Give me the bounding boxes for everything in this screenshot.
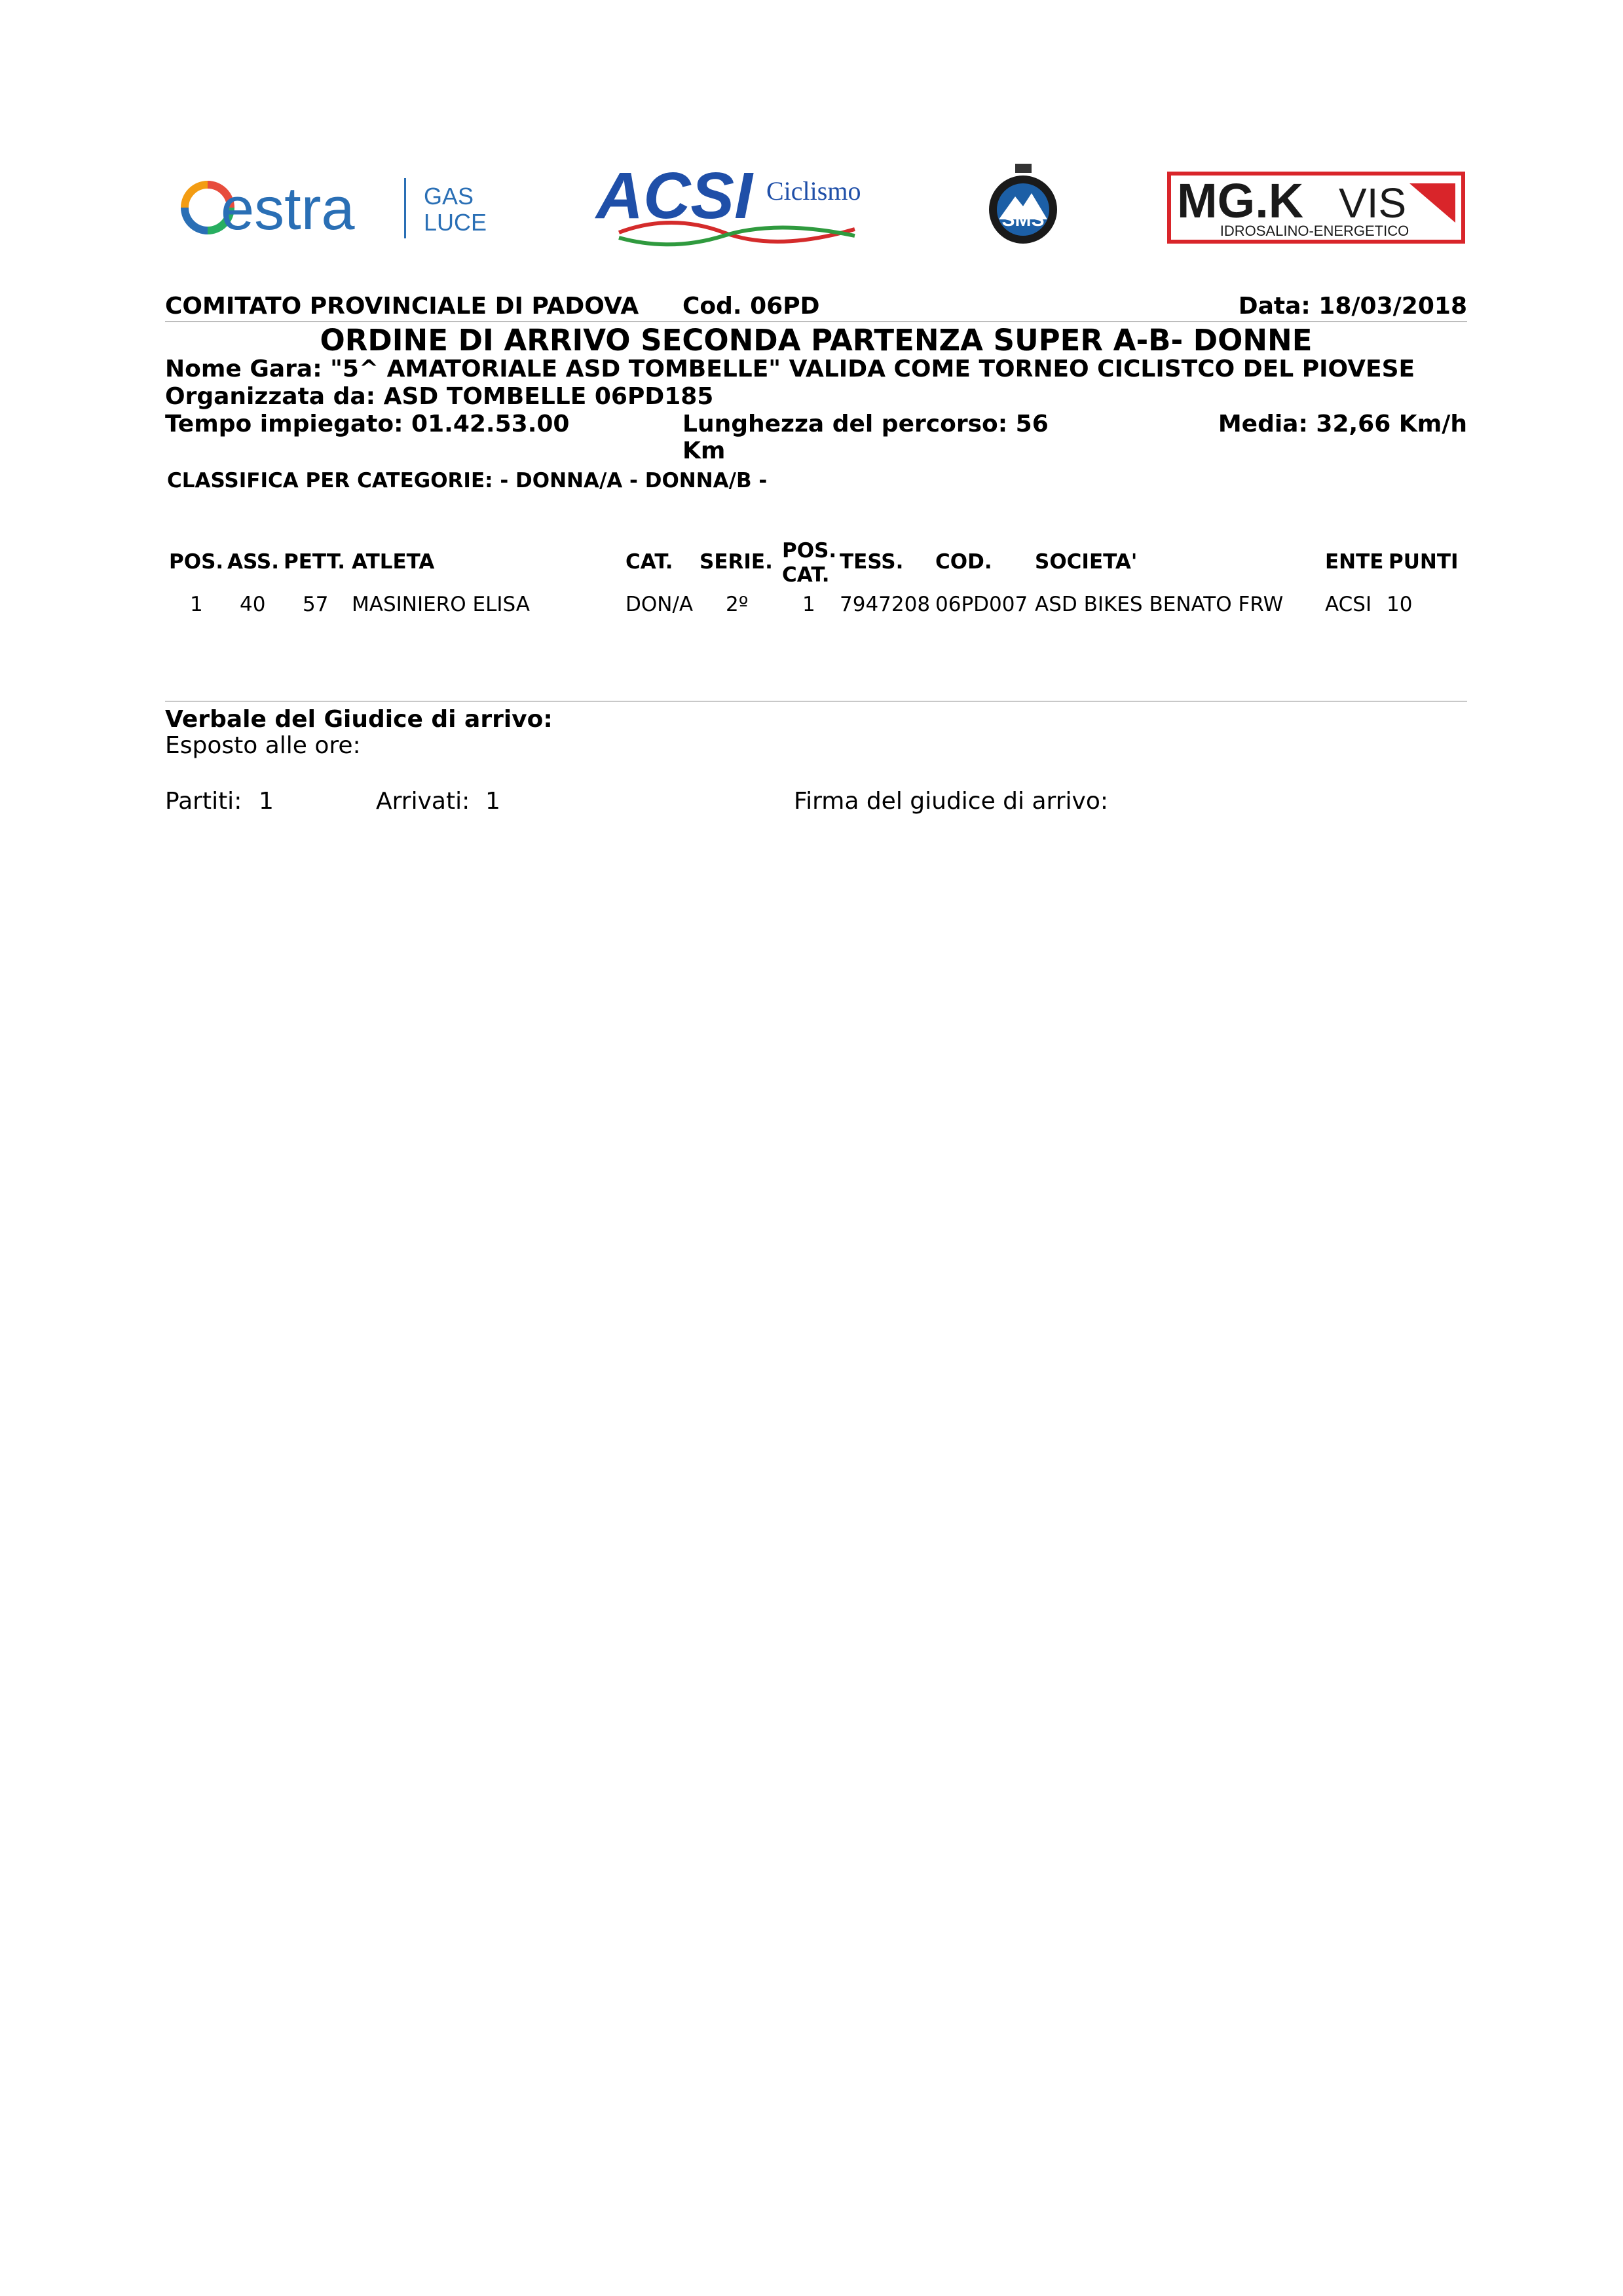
cell-societa: ASD BIKES BENATO FRW [1035, 593, 1284, 616]
mgk-word: MG.K [1177, 174, 1304, 228]
race-average: Media: 32,66 Km/h [1218, 411, 1467, 437]
cell-ass: 40 [240, 593, 266, 616]
page-title: ORDINE DI ARRIVO SECONDA PARTENZA SUPER A-B- DONNE [320, 323, 1313, 358]
col-pos: POS. [169, 550, 224, 574]
cell-cod: 06PD007 [935, 593, 1028, 616]
race-name: Nome Gara: "5^ AMATORIALE ASD TOMBELLE" VALIDA COME TORNEO CICLISTCO DEL PIOVESE [165, 356, 1415, 382]
col-ente: ENTE [1325, 550, 1384, 574]
race-organizer: Organizzata da: ASD TOMBELLE 06PD185 [165, 383, 714, 410]
partiti-label: Partiti: [165, 788, 242, 815]
mgk-vis: VIS [1339, 179, 1407, 227]
sms-logo [979, 164, 1068, 249]
col-tess: TESS. [840, 550, 904, 574]
col-pett: PETT. [284, 550, 345, 574]
committee-code: Cod. 06PD [682, 293, 820, 320]
table-divider [165, 701, 1467, 702]
estra-gas: GAS [424, 183, 474, 210]
arrivati-value: 1 [485, 788, 500, 815]
acsi-ciclismo: Ciclismo [766, 176, 861, 206]
cell-pos: 1 [190, 593, 203, 616]
mgk-logo [1167, 172, 1465, 244]
esposto-label: Esposto alle ore: [165, 732, 361, 759]
partiti-value: 1 [259, 788, 274, 815]
mgk-sub: IDROSALINO-ENERGETICO [1220, 223, 1409, 239]
col-atleta: ATLETA [352, 550, 435, 574]
col-cod: COD. [935, 550, 992, 574]
col-cat: CAT. [625, 550, 673, 574]
verbale-title: Verbale del Giudice di arrivo: [165, 706, 553, 733]
race-time: Tempo impiegato: 01.42.53.00 [165, 411, 570, 437]
race-date: Data: 18/03/2018 [1238, 293, 1467, 320]
cell-ente: ACSI [1325, 593, 1372, 616]
acsi-word: ACSI [596, 160, 753, 232]
estra-luce: LUCE [424, 209, 487, 236]
cell-tess: 7947208 [840, 593, 931, 616]
cell-atleta: MASINIERO ELISA [352, 593, 530, 616]
cell-pett: 57 [303, 593, 329, 616]
race-length: Lunghezza del percorso: 56 [682, 411, 1049, 437]
col-punti: PUNTI [1389, 550, 1459, 574]
col-ass: ASS. [227, 550, 280, 574]
col-societa: SOCIETA' [1035, 550, 1138, 574]
cell-cat: DON/A [625, 593, 694, 616]
committee-name: COMITATO PROVINCIALE DI PADOVA [165, 293, 639, 320]
sms-text: SMS [1001, 209, 1045, 231]
race-length-unit: Km [682, 437, 726, 464]
col-serie: SERIE. [700, 550, 773, 574]
header-divider [165, 321, 1467, 322]
col-poscat-2: CAT. [782, 563, 830, 587]
cell-serie: 2º [726, 593, 749, 616]
firma-label: Firma del giudice di arrivo: [794, 788, 1108, 815]
acsi-logo [593, 160, 874, 249]
arrivati-label: Arrivati: [376, 788, 470, 815]
cell-poscat: 1 [802, 593, 815, 616]
classifica-categories: CLASSIFICA PER CATEGORIE: - DONNA/A - DONNA/B - [167, 469, 768, 492]
col-poscat-1: POS. [782, 539, 837, 563]
estra-word: estra [221, 176, 355, 242]
estra-logo [172, 172, 493, 244]
cell-punti: 10 [1387, 593, 1413, 616]
